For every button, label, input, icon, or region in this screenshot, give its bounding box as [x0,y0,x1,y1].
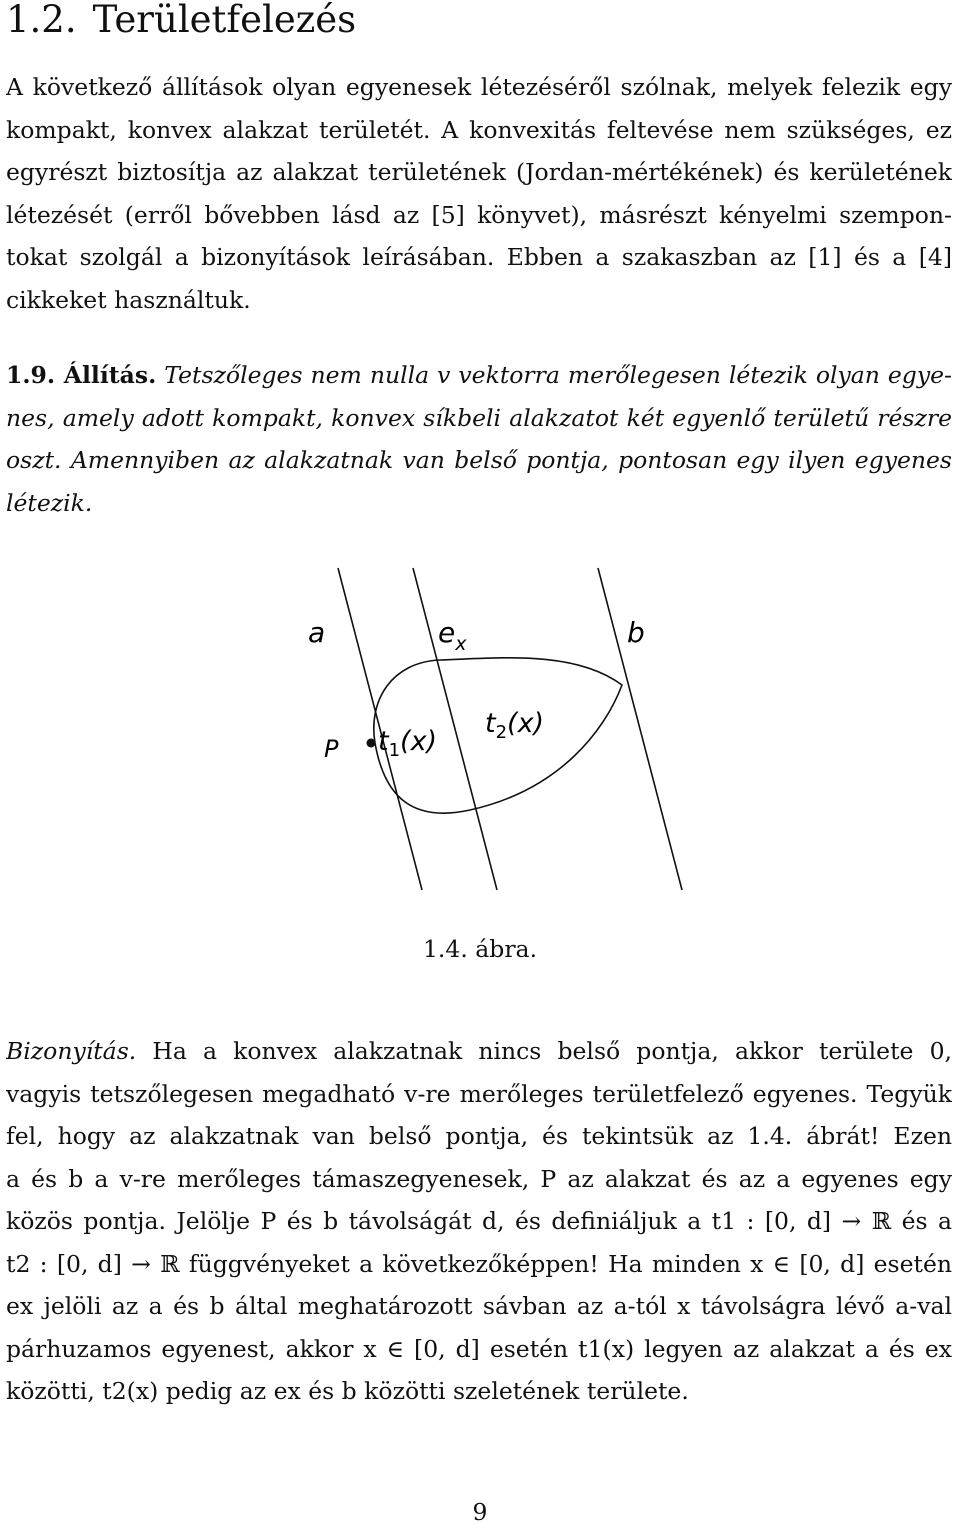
proof-line: párhuzamos egyenest, akkor x ∈ [0, d] esetén t1(x) legyen az alakzat a és ex [6,1334,952,1363]
label-t2: $t_2(x)$ [485,708,545,743]
intro-line: egyrészt biztosítja az alakzat területének (Jordan-mértékének) és kerületének [6,158,952,186]
label-t1: $t_1(x)$ [378,726,438,761]
claim-paragraph [6,354,952,524]
proof-line: fel, hogy az alakzatnak van belső pontja, és tekintsük az 1.4. ábrát! Ezen [6,1122,952,1150]
label-b: b [627,616,645,649]
proof-line: közös pontja. Jelölje P és b távolságát d, és definiáljuk a t1 : [0, d] → ℝ és a [6,1207,952,1235]
label-a: a [308,616,326,649]
point-P [367,739,376,748]
proof-text: Ha a konvex alakzatnak nincs belső pontja, akkor területe 0, [152,1037,952,1065]
section-heading [6,0,356,41]
proof-line: a és b a v-re merőleges támaszegyenesek, P az alakzat és az a egyenes egy [6,1164,952,1193]
figure-caption: 1.4. ábra. [422,935,538,963]
proof-label: Bizonyítás. [6,1037,137,1065]
proof-line: közötti, t2(x) pedig az ex és b közötti szeletének területe. [6,1377,689,1405]
intro-line: A következő állítások olyan egyenesek létezéséről szólnak, melyek felezik egy [6,73,952,101]
proof-line: vagyis tetszőlegesen megadható v-re merőleges területfelező egyenes. Tegyük [6,1079,952,1108]
intro-paragraph [6,66,952,321]
page-number: 9 [472,1498,488,1526]
section-number: 1.2. [6,0,77,41]
section-title: Területfelezés [92,0,357,41]
proof-paragraph [6,1030,952,1413]
claim-line: létezik. [6,488,93,517]
intro-line: cikkeket használtuk. [6,285,251,314]
claim-label: 1.9. Állítás. [6,361,157,389]
label-ex: $e_x$ [438,616,467,655]
intro-line: tokat szolgál a bizonyítások leírásában. Ebben a szakaszban az [1] és a [4] [6,243,952,271]
claim-text: Tetszőleges nem nulla v vektorra merőlegesen létezik olyan egye- [164,361,952,389]
proof-line: t2 : [0, d] → ℝ függvényeket a következőképpen! Ha minden x ∈ [0, d] esetén [6,1249,952,1278]
claim-line [6,354,952,397]
figure-diagram [0,560,960,930]
proof-line [6,1030,952,1073]
claim-line: oszt. Amennyiben az alakzatnak van belső pontja, pontosan egy ilyen egyenes [6,446,952,474]
label-P: P [324,735,339,763]
claim-line: nes, amely adott kompakt, konvex síkbeli alakzatot két egyenlő területű részre [6,403,952,432]
proof-line: ex jelöli az a és b által meghatározott sávban az a-tól x távolságra lévő a-val [6,1292,952,1320]
intro-line: kompakt, konvex alakzat területét. A konvexitás feltevése nem szükséges, ez [6,115,952,144]
intro-line: létezését (erről bővebben lásd az [5] könyvet), másrészt kényelmi szempon- [6,200,952,229]
